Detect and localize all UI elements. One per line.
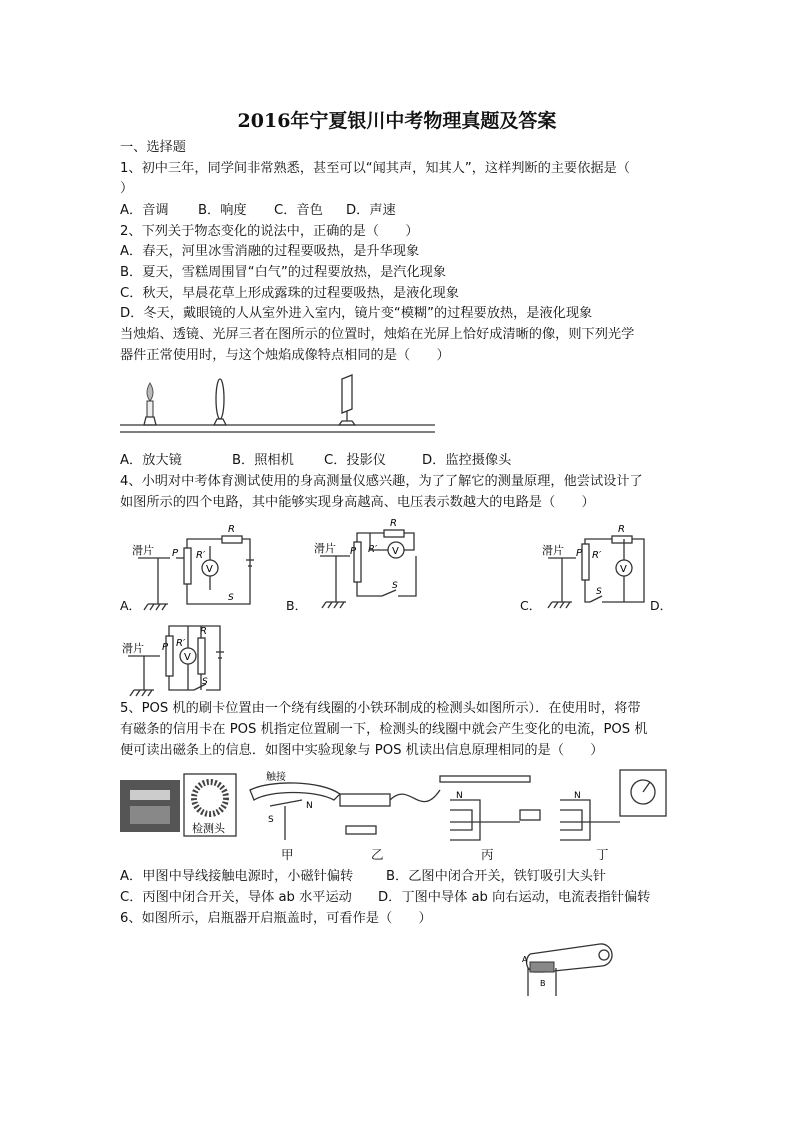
svg-text:N: N [574,791,581,801]
q3-option-d[interactable]: D．监控摄像头 [422,453,512,468]
candle-icon [144,383,156,425]
q5-options-row-1 [120,867,606,887]
q1-option-a[interactable]: A．音调 [120,203,169,218]
q5-stem-3: 便可读出磁条上的信息．如图中实验现象与 POS 机读出信息原理相同的是（ ） [120,743,604,758]
fig-ding [560,770,666,840]
svg-text:P: P [350,546,357,557]
svg-text:R′: R′ [368,544,378,555]
bottle-opener-figure [510,938,620,1002]
svg-text:N: N [306,801,313,811]
q3-stem-2: 器件正常使用时，与这个烛焰成像特点相同的是（ ） [120,348,450,363]
q3-stem: 当烛焰、透镜、光屏三者在图所示的位置时，烛焰在光屏上恰好成清晰的像，则下列光学 [120,327,635,342]
svg-text:R′: R′ [592,550,602,561]
svg-text:S: S [228,593,234,603]
circuit-b-figure[interactable] [312,516,432,606]
lens-icon [214,379,226,425]
svg-text:V: V [206,564,213,575]
svg-text:A: A [522,955,528,964]
q3-option-a[interactable]: A．放大镜 [120,453,182,468]
svg-text:V: V [392,546,399,557]
q5-stem: 5、POS 机的刷卡位置由一个绕有线圈的小铁环制成的检测头如图所示）．在使用时，将带 [120,701,641,716]
pos-machine-image [120,780,180,832]
svg-text:B: B [540,979,546,988]
fig-bing [440,776,540,840]
q4-option-b[interactable]: B． [286,598,308,613]
svg-text:R′: R′ [176,638,186,649]
q4-stem-2: 如图所示的四个电路，其中能够实现身高越高、电压表示数越大的电路是（ ） [120,495,595,510]
optical-bench-figure [120,375,440,445]
screen-icon [339,375,355,425]
svg-text:滑片: 滑片 [542,544,564,557]
q2-option-c[interactable]: C．秋天，早晨花草上形成露珠的过程要吸热，是液化现象 [120,286,459,301]
svg-text:S: S [268,815,274,825]
svg-text:触接: 触接 [266,772,286,783]
svg-text:S: S [392,581,398,591]
circuit-c-figure[interactable] [540,522,660,612]
q4-option-a[interactable]: A． [120,598,142,613]
svg-text:滑片: 滑片 [314,542,336,555]
q5-options-row-2 [120,888,650,908]
q3-option-b[interactable]: B．照相机 [232,453,294,468]
svg-text:R′: R′ [196,550,206,561]
q1-stem-end: ） [120,181,134,196]
svg-text:滑片: 滑片 [122,642,144,655]
q2-stem: 2、下列关于物态变化的说法中，正确的是（ ） [120,224,419,239]
svg-text:R: R [618,524,625,535]
fig-label-bing: 丙 [481,847,494,862]
circuit-d-figure[interactable] [120,622,240,702]
svg-text:V: V [620,564,627,575]
q2-option-a[interactable]: A．春天，河里冰雪消融的过程要吸热，是升华现象 [120,244,420,259]
svg-text:S: S [596,587,602,597]
q1-option-d[interactable]: D．声速 [346,203,396,218]
fig-jia [250,770,340,840]
fig-label-ding: 丁 [596,847,609,862]
svg-text:R: R [200,626,207,637]
q6-stem: 6、如图所示，启瓶器开启瓶盖时，可看作是（ ） [120,911,432,926]
svg-text:检测头: 检测头 [192,822,225,835]
q1-option-b[interactable]: B．响度 [198,203,247,218]
svg-text:P: P [172,548,179,559]
page-title: 2016年宁夏银川中考物理真题及答案 [237,110,557,132]
q1-options [120,201,396,221]
svg-text:R: R [228,524,235,535]
q3-options [120,451,511,471]
svg-text:R: R [390,518,397,529]
q3-option-c[interactable]: C．投影仪 [324,453,386,468]
svg-text:P: P [576,548,583,559]
svg-text:N: N [456,791,463,801]
fig-label-yi: 乙 [371,847,384,862]
q2-option-b[interactable]: B．夏天，雪糕周围冒“白气”的过程要放热，是汽化现象 [120,265,447,280]
fig-label-jia: 甲 [281,847,294,862]
q5-option-b[interactable]: B．乙图中闭合开关，铁钉吸引大头针 [386,869,607,884]
q4-option-c[interactable]: C． [520,598,542,613]
q4-option-d[interactable]: D． [650,598,673,613]
detector-head-icon [184,774,236,836]
q5-stem-2: 有磁条的信用卡在 POS 机指定位置刷一下，检测头的线圈中就会产生变化的电流，POS 机 [120,722,648,737]
svg-text:P: P [162,642,169,653]
q2-option-d[interactable]: D．冬天，戴眼镜的人从室外进入室内，镜片变“模糊”的过程要放热，是液化现象 [120,306,593,321]
circuit-a-figure[interactable] [130,522,260,612]
q1-option-c[interactable]: C．音色 [274,203,323,218]
section-heading: 一、选择题 [120,140,186,155]
svg-text:V: V [184,652,191,663]
fig-yi [340,790,440,834]
q5-option-c[interactable]: C．丙图中闭合开关，导体 ab 水平运动 [120,890,352,905]
q1-stem: 1、初中三年，同学间非常熟悉，甚至可以“闻其声，知其人”，这样判断的主要依据是（ [120,161,630,176]
q4-stem: 4、小明对中考体育测试使用的身高测量仪感兴趣，为了了解它的测量原理，他尝试设计了 [120,474,643,489]
q5-option-d[interactable]: D．丁图中导体 ab 向右运动，电流表指针偏转 [378,890,651,905]
slider-label: 滑片 [132,544,154,557]
q5-option-a[interactable]: A．甲图中导线接触电源时，小磁针偏转 [120,869,354,884]
svg-text:S: S [202,677,208,687]
